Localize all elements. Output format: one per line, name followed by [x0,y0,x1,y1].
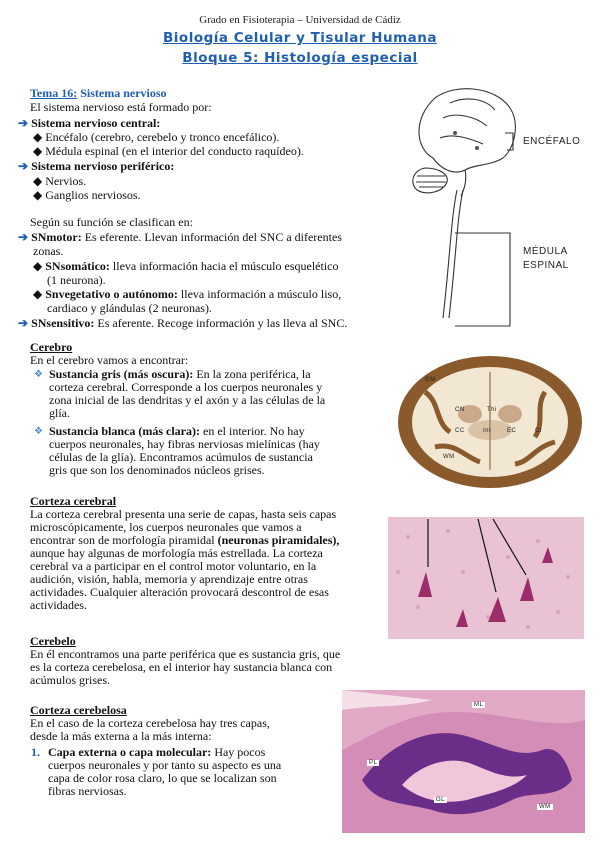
cereb-label: PL [369,760,378,766]
snc-item: ◆ Encéfalo (cerebro, cerebelo y tronco encefálico). [33,130,280,144]
sustancia-blanca-block: ❖ Sustancia blanca (más clara): en el interior. No hay cuerpos neuronales, hay fibras nerviosas mielínicas (hay células de la glía). Encontramos acúmulos de sustancia gris que son los denominados núcleos grises. [34,424,320,477]
tema-intro: El sistema nervioso está formado por: [30,100,212,114]
label-encefalo: ENCÉFALO [523,136,581,147]
arrow-icon: ➔ [18,316,29,330]
cereb-label: ML [474,702,484,708]
arrow-icon: ➔ [18,159,29,173]
snsomatico-line: ◆ SNsomático: lleva información hacia el músculo esquelético [33,259,339,273]
arrow-icon: ➔ [18,116,29,130]
snveg-line: ◆ Snvegetativo o autónomo: lleva información a músculo liso, [33,287,342,301]
cereb-label: GL [436,797,446,803]
brain-label: WM [443,454,455,460]
snsomatico-cont: (1 neurona). [47,273,106,287]
header-title: Biología Celular y Tisular Humana [163,30,437,46]
sustancia-gris-block: ❖ Sustancia gris (más oscura): En la zona periférica, la corteza cerebral. Corresponde a los cuerpos neuronales y zona inicial de las dendritas y el axón y a las células de la glía. [34,367,326,420]
brain-label: Int [483,428,492,434]
snmotor-cont: zonas. [33,244,64,258]
snp-item: ◆ Nervios. [33,174,87,188]
brain-label: EC [507,428,517,434]
cerebelo-text: En él encontramos una parte periférica que es sustancia gris, que es la corteza cerebelosa, en el interior hay sustancia blanca con acúmulos grises. [30,647,341,687]
brain-section-image [395,352,590,492]
header-subtitle: Bloque 5: Histología especial [182,50,418,66]
pyramidal-neurons-image [388,517,584,639]
tema-heading: Tema 16: Sistema nervioso [30,86,167,100]
corteza-title: Corteza cerebral [30,494,117,508]
cerebelosa-title: Corteza cerebelosa [30,703,127,717]
cerebro-title: Cerebro [30,340,73,354]
snsensitivo-line: ➔ SNsensitivo: Es aferente. Recoge información y las lleva al SNC. [18,316,348,330]
label-medula: MÉDULA [523,246,568,257]
snp-item: ◆ Ganglios nerviosos. [33,188,141,202]
cereb-label: WM [539,804,551,810]
cerebro-intro: En el cerebro vamos a encontrar: [30,353,189,367]
arrow-icon: ➔ [18,230,29,244]
brain-label: Thi [487,407,497,413]
snc-item: ◆ Médula espinal (en el interior del conducto raquídeo). [33,144,304,158]
nervous-system-diagram [395,78,595,328]
cerebelo-title: Cerebelo [30,634,76,648]
funcion-line: Según su función se clasifican en: [30,215,193,229]
brain-label: GM [425,377,436,383]
brain-label: Cl [535,428,542,434]
snveg-cont: cardiaco y glándulas (2 neuronas). [47,301,212,315]
snmotor-line: ➔ SNmotor: Es eferente. Llevan información del SNC a diferentes [18,230,342,244]
corteza-text: La corteza cerebral presenta una serie de capas, hasta seis capas microscópicamente, los cuerpos neuronales que vamos a encontrar son de morfología piramidal (neuronas piramidales), aunque hay algunas de morfología más estrellada. La corteza cerebral va a participar en el control motor voluntario, en la audición, visión, habla, memoria y aprendizaje entre otras actividades. Cualquier alteración provocará descontrol de esas actividades. [30,507,340,612]
snc-line: ➔ Sistema nervioso central: [18,116,161,130]
brain-label: CN [455,407,465,413]
capa-molecular-block: 1. Capa externa o capa molecular: Hay pocos cuerpos neuronales y por tanto su aspecto es una capa de color rosa claro, lo que se localizan son fibras nerviosas. [31,745,282,798]
cerebelosa-text: En el caso de la corteza cerebelosa hay tres capas, desde la más externa a la más interna: [30,716,270,743]
cerebellar-cortex-image [342,690,585,833]
brain-label: CC [455,428,465,434]
snp-line: ➔ Sistema nervioso periférico: [18,159,175,173]
header-course: Grado en Fisioterapia – Universidad de Cádiz [199,14,401,26]
label-espinal: ESPINAL [523,260,569,271]
